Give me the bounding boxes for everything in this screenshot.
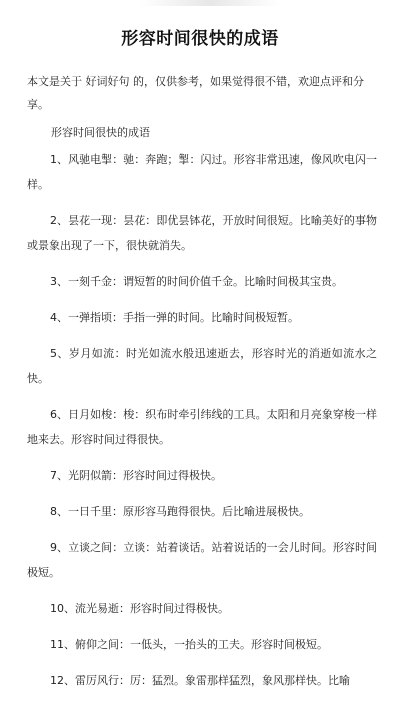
list-item: 3、一刻千金：谓短暂的时间价值千金。比喻时间极其宝贵。: [50, 275, 343, 288]
list-item: 4、一弹指顷：手指一弹的时间。比喻时间极短暂。: [50, 311, 299, 324]
idiom-list: [27, 147, 377, 704]
page-title: 形容时间很快的成语: [121, 29, 279, 49]
intro-paragraph: 本文是关于 好词好句 的，仅供参考，如果觉得很不错，欢迎点评和分享。: [27, 75, 364, 111]
list-item: 7、光阴似箭：形容时间过得极快。: [50, 469, 222, 482]
list-item: 9、立谈之间：立谈：站着谈话。站着说话的一会儿时间。形容时间极短。: [27, 541, 377, 579]
list-item: 2、昙花一现：昙花：即优昙钵花，开放时间很短。比喻美好的事物或景象出现了一下，很快就消失。: [27, 214, 377, 252]
list-item: 12、雷厉风行：厉：猛烈。象雷那样猛烈，象风那样快。比喻: [50, 674, 350, 687]
list-item: 10、流光易逝：形容时间过得极快。: [50, 602, 229, 615]
list-item: 1、风驰电掣：驰：奔跑；掣：闪过。形容非常迅速，像风吹电闪一样。: [27, 153, 377, 191]
list-item: 6、日月如梭：梭：织布时牵引纬线的工具。太阳和月亮象穿梭一样地来去。形容时间过得很快。: [27, 408, 377, 446]
faded-header-strip: [140, 0, 280, 6]
section-subheading: 形容时间很快的成语: [51, 126, 150, 139]
list-item: 11、俯仰之间：一低头，一抬头的工夫。形容时间极短。: [50, 638, 328, 651]
list-item: 8、一日千里：原形容马跑得很快。后比喻进展极快。: [50, 505, 310, 518]
list-item: 5、岁月如流：时光如流水般迅速逝去，形容时光的消逝如流水之快。: [27, 347, 377, 385]
